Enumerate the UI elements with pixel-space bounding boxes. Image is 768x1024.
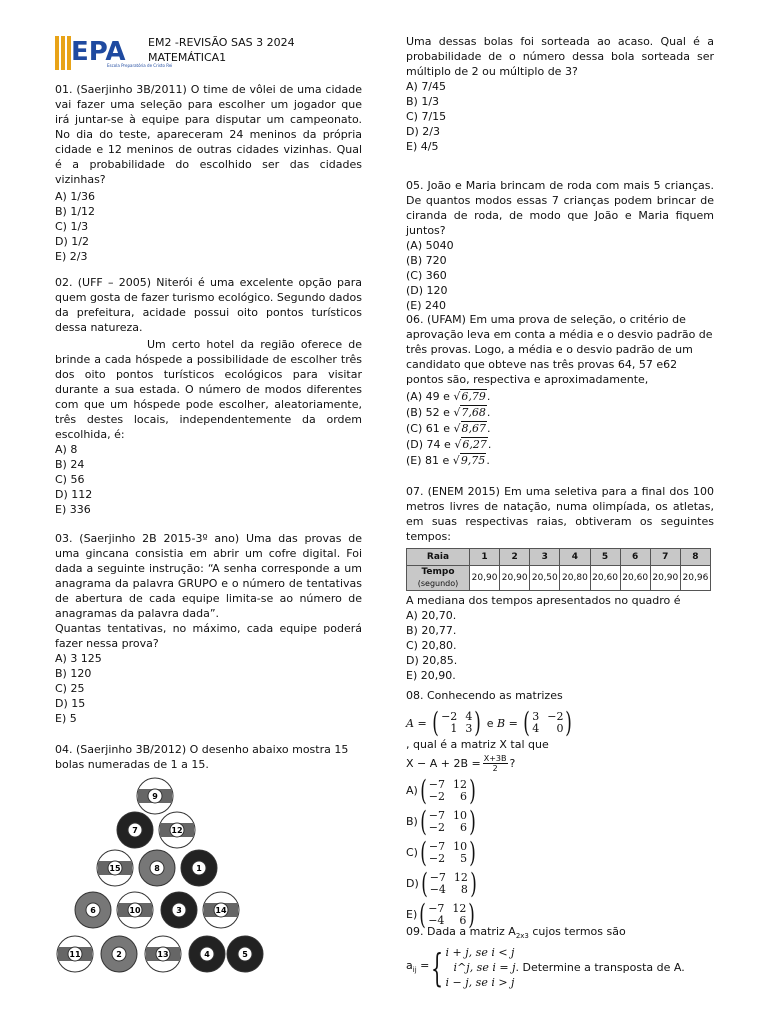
question-1 (55, 82, 362, 264)
option-matrix: ( −7 10 −2 5 ) (420, 835, 476, 869)
matrix-cell: 6 (459, 789, 467, 803)
question-3-option-e: E) 5 (55, 712, 77, 725)
question-1-text: 01. (Saerjinho 3B/2011) O time de vôlei de uma cidade vai fazer uma seleção para escolher um jogador que irá juntar-se à equipe para disputar um campeonato. No dia do teste, apareceram 24 meninos da própria cidade e 12 meninos de outras cidades vizinhas. Qual é a probabilidade do escolhido ser das cidades vizinhas? (55, 83, 362, 186)
question-7-option-d: D) 20,85. (406, 654, 458, 667)
lane-cell: 7 (650, 549, 680, 566)
question-6 (406, 312, 714, 469)
question-9 (406, 924, 714, 990)
numbered-ball (137, 778, 173, 814)
question-7-option-e: E) 20,90. (406, 669, 456, 682)
matrix-cell: 3 (465, 722, 473, 735)
question-6-option-e (406, 453, 714, 469)
question-2-text1: 02. (UFF – 2005) Niterói é uma excelente opção para quem gosta de fazer turismo ecológico. Segundo dados da prefeitura, acidade possui oito pontos turísticos dessa natureza. (55, 276, 362, 334)
question-2-option-a: A) 8 (55, 443, 78, 456)
question-7-question: A mediana dos tempos apresentados no quadro é (406, 594, 681, 607)
question-5-text: 05. João e Maria brincam de roda com mais 5 crianças. De quantos modos essas 7 crianças podem brincar de ciranda de roda, de modo que João e Maria fiquem juntos? (406, 179, 714, 237)
piecewise-cases (446, 945, 516, 990)
question-4-text-cont: Uma dessas bolas foi sorteada ao acaso. Qual é a probabilidade de o número dessa bola sorteada ser múltiplo de 2 ou múltiplo de 3? (406, 35, 714, 78)
option-label: (A) 49 e (406, 390, 454, 403)
question-9-definition (406, 945, 714, 990)
numbered-ball (97, 850, 133, 886)
question-7 (406, 484, 714, 683)
question-8-tail: , qual é a matriz X tal que (406, 738, 549, 751)
question-5-option-d: (D) 120 (406, 284, 448, 297)
question-8-matrices (406, 706, 714, 752)
sqrt-value: 6,79 (461, 390, 486, 403)
option-label: (E) 81 e (406, 454, 453, 467)
question-2-option-e: E) 336 (55, 503, 91, 516)
swim-times-table (406, 548, 711, 591)
ball-number: 14 (215, 906, 227, 915)
sqrt-symbol: √ (453, 422, 461, 435)
question-7-text: 07. (ENEM 2015) Em uma seletiva para a final dos 100 metros livres de natação, numa olimpíada, os atletas, em suas respectivas raias, obtiveram os seguintes tempos: (406, 485, 714, 543)
tempo-label: Tempo (421, 566, 455, 577)
period: . (486, 454, 490, 467)
ball-number: 1 (196, 864, 202, 873)
period: . (487, 438, 492, 451)
option-label: C) (406, 846, 418, 859)
matrix-cell: −2 (547, 710, 564, 723)
question-1-option-a: A) 1/36 (55, 190, 96, 203)
matrix-cell: −4 (429, 882, 446, 896)
sqrt-value: 9,75 (460, 454, 486, 467)
time-cell: 20,96 (680, 566, 710, 591)
numbered-ball (117, 812, 153, 848)
matrix-cell: 12 (452, 777, 467, 791)
question-5-option-c: (C) 360 (406, 269, 447, 282)
question-7-option-a: A) 20,70. (406, 609, 457, 622)
matrix-cell: −2 (428, 789, 445, 803)
ball-number: 2 (116, 950, 122, 959)
question-6-option-c (406, 421, 714, 437)
matrix-cell: 5 (460, 851, 468, 865)
sqrt-value: 7,68 (461, 406, 486, 419)
numbered-ball (159, 812, 195, 848)
question-6-option-d (406, 437, 714, 453)
numbered-ball (227, 936, 263, 972)
time-cell: 20,90 (500, 566, 530, 591)
question-4-option-e: E) 4/5 (406, 140, 439, 153)
question-8-option-c (406, 837, 714, 868)
sqrt-symbol: √ (453, 390, 461, 403)
matrix-cell: 12 (452, 901, 467, 915)
sqrt-symbol: √ (453, 406, 461, 419)
question-9-tail: . Determine a transposta de A. (515, 961, 685, 975)
question-1-option-d: D) 1/2 (55, 235, 89, 248)
question-4-option-d: D) 2/3 (406, 125, 440, 138)
ball-number: 3 (176, 906, 182, 915)
question-8-option-a (406, 775, 714, 806)
question-4-option-b: B) 1/3 (406, 95, 440, 108)
time-cell: 20,90 (650, 566, 680, 591)
question-7-option-c: C) 20,80. (406, 639, 457, 652)
time-cell: 20,60 (620, 566, 650, 591)
lane-cell: 2 (500, 549, 530, 566)
question-6-text: 06. (UFAM) Em uma prova de seleção, o critério de aprovação leva em conta a média e o desvio padrão de três provas. Logo, a média e o desvio padrão de um candidato que obteve nas três provas 64, 57 e62 pontos são, respectiva e aproximadamente, (406, 313, 713, 386)
option-label: E) (406, 908, 418, 921)
question-3-option-d: D) 15 (55, 697, 86, 710)
question-2-text2: Um certo hotel da região oferece de brinde a cada hóspede a possibilidade de escolher três dos oito pontos turísticos ecológicos para visitar durante a sua estada. O número de modos diferentes com que um hóspede pode escolher, aleatoriamente, três destes locais, independentemente da ordem escolhida, é: (55, 338, 362, 441)
question-6-option-b (406, 405, 714, 421)
question-6-option-a (406, 389, 714, 405)
table-row (407, 549, 711, 566)
question-5-option-b: (B) 720 (406, 254, 447, 267)
sqrt-value: 6,27 (462, 438, 487, 451)
numbered-ball (75, 892, 111, 928)
option-label: D) (406, 877, 419, 890)
question-7-option-b: B) 20,77. (406, 624, 457, 637)
matrix-a: ( −2 4 1 3 ) (432, 706, 482, 739)
question-3-option-a: A) 3 125 (55, 652, 102, 665)
table-row (407, 566, 711, 591)
question-9-text-start: 09. Dada a matriz A (406, 925, 516, 938)
ball-number: 7 (132, 826, 138, 835)
tempo-unit: (segundo) (417, 578, 459, 588)
matrix-cell: −7 (428, 839, 446, 853)
matrix-cell: −7 (428, 901, 445, 915)
matrix-cell: 3 (532, 710, 540, 723)
svg-text:EPA: EPA (71, 37, 126, 67)
option-matrix: ( −7 12 −4 8 ) (420, 866, 477, 900)
matrix-cell: 6 (459, 913, 467, 927)
matrix-cell: 6 (460, 820, 467, 834)
question-4-option-c: C) 7/15 (406, 110, 447, 123)
sqrt-symbol: √ (454, 438, 462, 451)
time-cell: 20,60 (590, 566, 620, 591)
matrix-cell: 10 (453, 839, 468, 853)
question-2 (55, 275, 362, 517)
matrix-cell: −7 (429, 870, 446, 884)
sqrt-symbol: √ (452, 454, 460, 467)
question-5-option-a: (A) 5040 (406, 239, 454, 252)
ball-number: 15 (109, 864, 121, 873)
lane-cell: 8 (680, 549, 710, 566)
option-matrix: ( −7 12 −4 6 ) (419, 897, 476, 931)
matrix-b-label: B = (497, 716, 522, 730)
option-label: (D) 74 e (406, 438, 455, 451)
numbered-ball (139, 850, 175, 886)
question-9-text-end: cujos termos são (528, 925, 626, 938)
question-5-option-e: (E) 240 (406, 299, 447, 312)
question-3-option-c: C) 25 (55, 682, 85, 695)
equation-lhs: X − A + 2B = (406, 757, 481, 770)
ball-number: 13 (157, 950, 169, 959)
question-3 (55, 531, 362, 726)
question-1-option-e: E) 2/3 (55, 250, 88, 263)
question-2-option-b: B) 24 (55, 458, 85, 471)
equation-fraction (483, 754, 508, 773)
option-label: A) (406, 784, 418, 797)
numbered-ball (57, 936, 93, 972)
question-1-option-b: B) 1/12 (55, 205, 96, 218)
period: . (486, 406, 491, 419)
matrix-cell: −2 (428, 851, 446, 865)
ball-number: 4 (204, 950, 210, 959)
school-logo (55, 34, 173, 74)
matrix-cell: 12 (453, 870, 468, 884)
question-8 (406, 688, 714, 930)
matrix-cell: 0 (556, 722, 564, 735)
time-cell: 20,50 (530, 566, 560, 591)
case-1: i + j, se i < j (445, 946, 515, 960)
header-line1: EM2 -REVISÃO SAS 3 2024 (148, 36, 295, 49)
numbered-balls-figure (55, 778, 275, 978)
question-9-subscript: 2x3 (515, 932, 529, 941)
ball-number: 12 (171, 826, 183, 835)
header-line2: MATEMÁTICA1 (148, 51, 227, 64)
table-header-raia: Raia (407, 549, 470, 566)
lane-cell: 6 (620, 549, 650, 566)
time-cell: 20,90 (470, 566, 500, 591)
matrix-cell: 4 (465, 710, 473, 723)
question-2-option-d: D) 112 (55, 488, 93, 501)
numbered-ball (145, 936, 181, 972)
fraction-numerator: X+3B (483, 754, 507, 763)
question-8-option-b (406, 806, 714, 837)
question-3-text1: 03. (Saerjinho 2B 2015-3º ano) Uma das provas de uma gincana consistia em abrir um cofre digital. Foi dada a seguinte instrução: “A senha corresponde a um anagrama da palavra GRUPO e o número de tentativas de abertura de cada equipe limita-se ao número de anagramas da palavra dada”. (55, 532, 362, 620)
matrix-cell: −7 (428, 777, 445, 791)
ball-number: 5 (242, 950, 248, 959)
header-text (148, 35, 295, 65)
aij-label: $a_{ij}$ = (406, 958, 430, 974)
lane-cell: 5 (590, 549, 620, 566)
svg-text:Escola Preparatória de Cristo: Escola Preparatória de Cristo Rei (107, 63, 173, 68)
conjunction: e (483, 716, 498, 730)
matrix-cell: 1 (450, 722, 458, 735)
question-4-option-a: A) 7/45 (406, 80, 447, 93)
ball-number: 10 (129, 906, 141, 915)
matrix-cell: 8 (460, 882, 468, 896)
matrix-cell: −4 (428, 913, 445, 927)
matrix-cell: 4 (532, 722, 540, 735)
numbered-ball (181, 850, 217, 886)
question-mark: ? (509, 757, 516, 770)
question-8-text: 08. Conhecendo as matrizes (406, 689, 563, 702)
option-label: (B) 52 e (406, 406, 454, 419)
option-matrix: ( −7 12 −2 6 ) (420, 773, 476, 807)
ball-number: 9 (152, 792, 158, 801)
question-8-option-d (406, 868, 714, 899)
question-4-continued (406, 34, 714, 154)
option-label: (C) 61 e (406, 422, 454, 435)
option-label: B) (406, 815, 418, 828)
numbered-ball (117, 892, 153, 928)
question-5 (406, 178, 714, 313)
ball-number: 11 (69, 950, 81, 959)
matrix-cell: 10 (453, 808, 467, 822)
case-3: i − j, se i > j (445, 976, 515, 990)
time-cell: 20,80 (560, 566, 590, 591)
question-3-option-b: B) 120 (55, 667, 92, 680)
option-matrix: ( −7 10 −2 6 ) (420, 804, 476, 838)
numbered-ball (203, 892, 239, 928)
ball-number: 6 (90, 906, 96, 915)
brace: { (431, 945, 444, 990)
matrix-cell: −2 (428, 820, 445, 834)
matrix-a-label: A = (406, 716, 431, 730)
numbered-ball (189, 936, 225, 972)
lane-cell: 3 (530, 549, 560, 566)
period: . (486, 390, 491, 403)
matrix-b: ( 3 −2 4 0 ) (523, 706, 573, 739)
matrix-cell: −7 (428, 808, 445, 822)
question-4 (55, 742, 362, 772)
question-9-text (406, 924, 714, 944)
numbered-ball (101, 936, 137, 972)
ball-number: 8 (154, 864, 160, 873)
period: . (487, 422, 491, 435)
lane-cell: 1 (470, 549, 500, 566)
lane-cell: 4 (560, 549, 590, 566)
question-2-option-c: C) 56 (55, 473, 85, 486)
table-header-tempo (407, 566, 470, 591)
question-8-equation (406, 754, 714, 773)
question-3-text2: Quantas tentativas, no máximo, cada equipe poderá fazer nessa prova? (55, 622, 362, 650)
matrix-cell: −2 (441, 710, 458, 723)
numbered-ball (161, 892, 197, 928)
case-2: i^j, se i = j (453, 961, 516, 975)
question-4-text: 04. (Saerjinho 3B/2012) O desenho abaixo mostra 15 bolas numeradas de 1 a 15. (55, 743, 349, 771)
fraction-denominator: 2 (492, 764, 498, 773)
question-1-option-c: C) 1/3 (55, 220, 89, 233)
sqrt-value: 8,67 (461, 422, 487, 435)
